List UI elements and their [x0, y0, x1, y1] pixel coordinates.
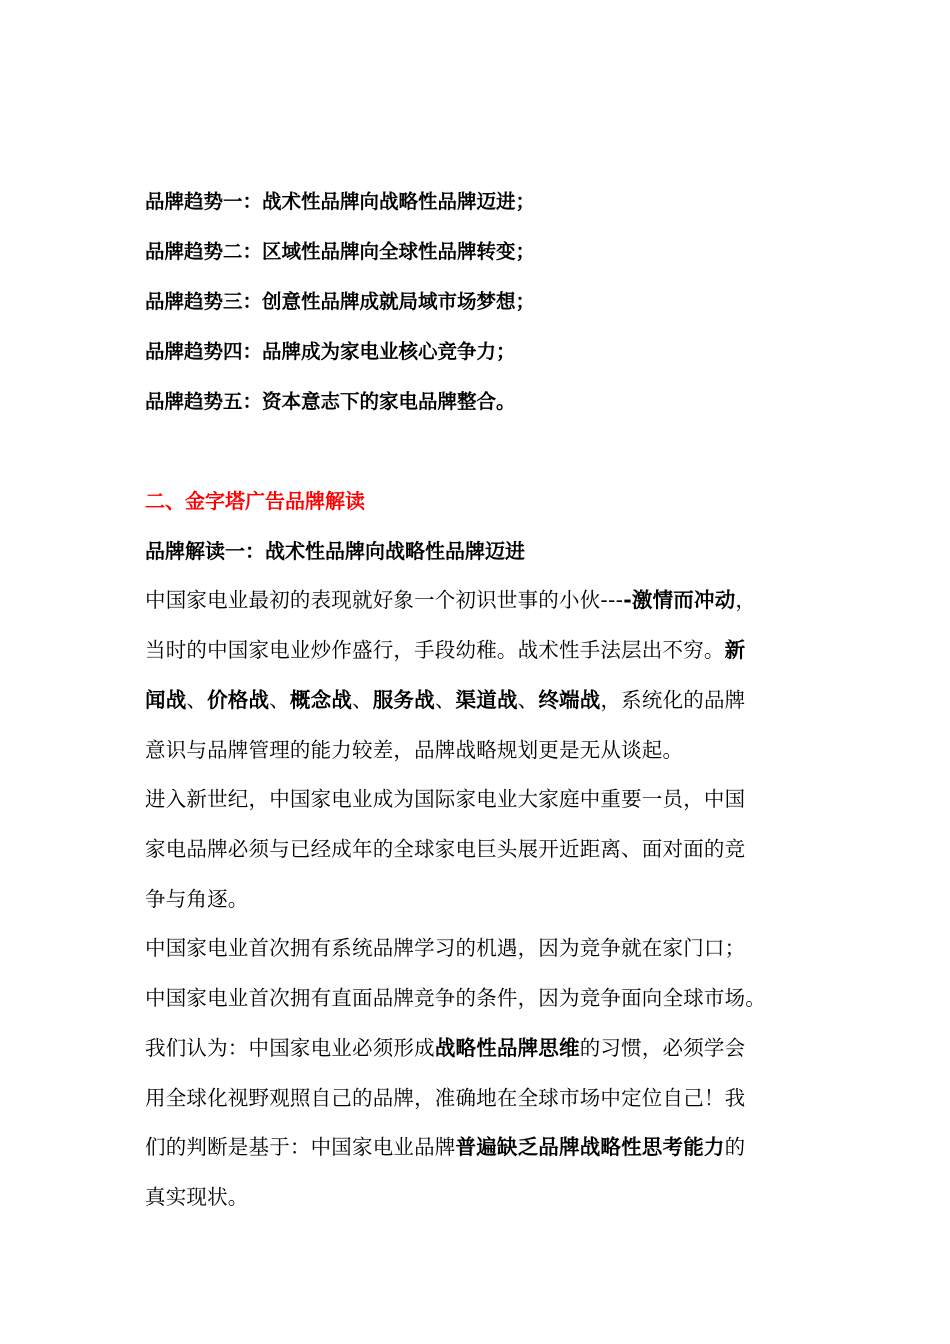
text-run: --- [600, 588, 624, 612]
paragraph-5-line-4: 真实现状。 [145, 1185, 249, 1209]
text-run: 、 [352, 688, 373, 712]
text-run: ， [735, 588, 757, 612]
paragraph-2-line-3: 争与角逐。 [145, 887, 249, 911]
text-run: 我们认为：中国家电业必须形成 [145, 1036, 435, 1060]
paragraph-2-line-2: 家电品牌必须与已经成年的全球家电巨头展开近距离、面对面的竞 [145, 837, 746, 861]
bold-run: 闻战 [145, 688, 187, 712]
paragraph-4: 中国家电业首次拥有直面品牌竞争的条件，因为竞争面向全球市场。 [145, 986, 766, 1010]
bold-run: 新 [724, 638, 746, 662]
text-run: 们的判断是基于：中国家电业品牌 [145, 1135, 456, 1159]
text-run: 的习惯，必须学会 [579, 1036, 746, 1060]
text-run: 的 [724, 1135, 746, 1159]
paragraph-5-line-1 [145, 1034, 745, 1062]
paragraph-1-line-2 [145, 636, 745, 664]
trend-line-4: 品牌趋势四：品牌成为家电业核心竞争力； [145, 340, 516, 363]
text-run: 中国家电业最初的表现就好象一个初识世事的小伙 [145, 588, 601, 612]
text-run: ，系统化的品牌 [600, 688, 746, 712]
bold-run: 普遍缺乏品牌战略性思考能力 [455, 1135, 725, 1159]
trend-line-2: 品牌趋势二：区域性品牌向全球性品牌转变； [145, 240, 536, 263]
text-run: 、 [517, 688, 539, 712]
bold-run: 价格战 [207, 688, 270, 712]
text-run: 、 [269, 688, 290, 712]
sub-heading: 品牌解读一：战术性品牌向战略性品牌迈进 [145, 539, 525, 563]
bold-run: 战略性品牌思维 [434, 1036, 580, 1060]
bold-run: 渠道战 [455, 688, 518, 712]
paragraph-5-line-3 [145, 1133, 745, 1161]
text-run: 当时的中国家电业炒作盛行，手段幼稚。战术性手法层出不穷。 [145, 638, 725, 662]
text-run: 、 [186, 688, 208, 712]
trend-line-1: 品牌趋势一：战术性品牌向战略性品牌迈进； [145, 190, 536, 213]
bold-run: -激情而冲动 [623, 588, 736, 612]
paragraph-1-line-4: 意识与品牌管理的能力较差，品牌战略规划更是无从谈起。 [145, 738, 684, 762]
text-run: 、 [434, 688, 456, 712]
bold-run: 终端战 [538, 688, 601, 712]
paragraph-3: 中国家电业首次拥有系统品牌学习的机遇，因为竞争就在家门口； [145, 936, 746, 960]
bold-run: 概念战 [289, 688, 353, 712]
trend-line-3: 品牌趋势三：创意性品牌成就局域市场梦想； [145, 290, 536, 313]
paragraph-1-line-1 [145, 586, 756, 614]
paragraph-1-line-3 [145, 686, 745, 714]
section-heading: 二、金字塔广告品牌解读 [145, 489, 365, 513]
paragraph-5-line-2: 用全球化视野观照自己的品牌，准确地在全球市场中定位自己！我 [145, 1086, 746, 1110]
bold-run: 服务战 [372, 688, 435, 712]
paragraph-2-line-1: 进入新世纪，中国家电业成为国际家电业大家庭中重要一员，中国 [145, 787, 746, 811]
trend-line-5: 品牌趋势五：资本意志下的家电品牌整合。 [145, 390, 516, 413]
